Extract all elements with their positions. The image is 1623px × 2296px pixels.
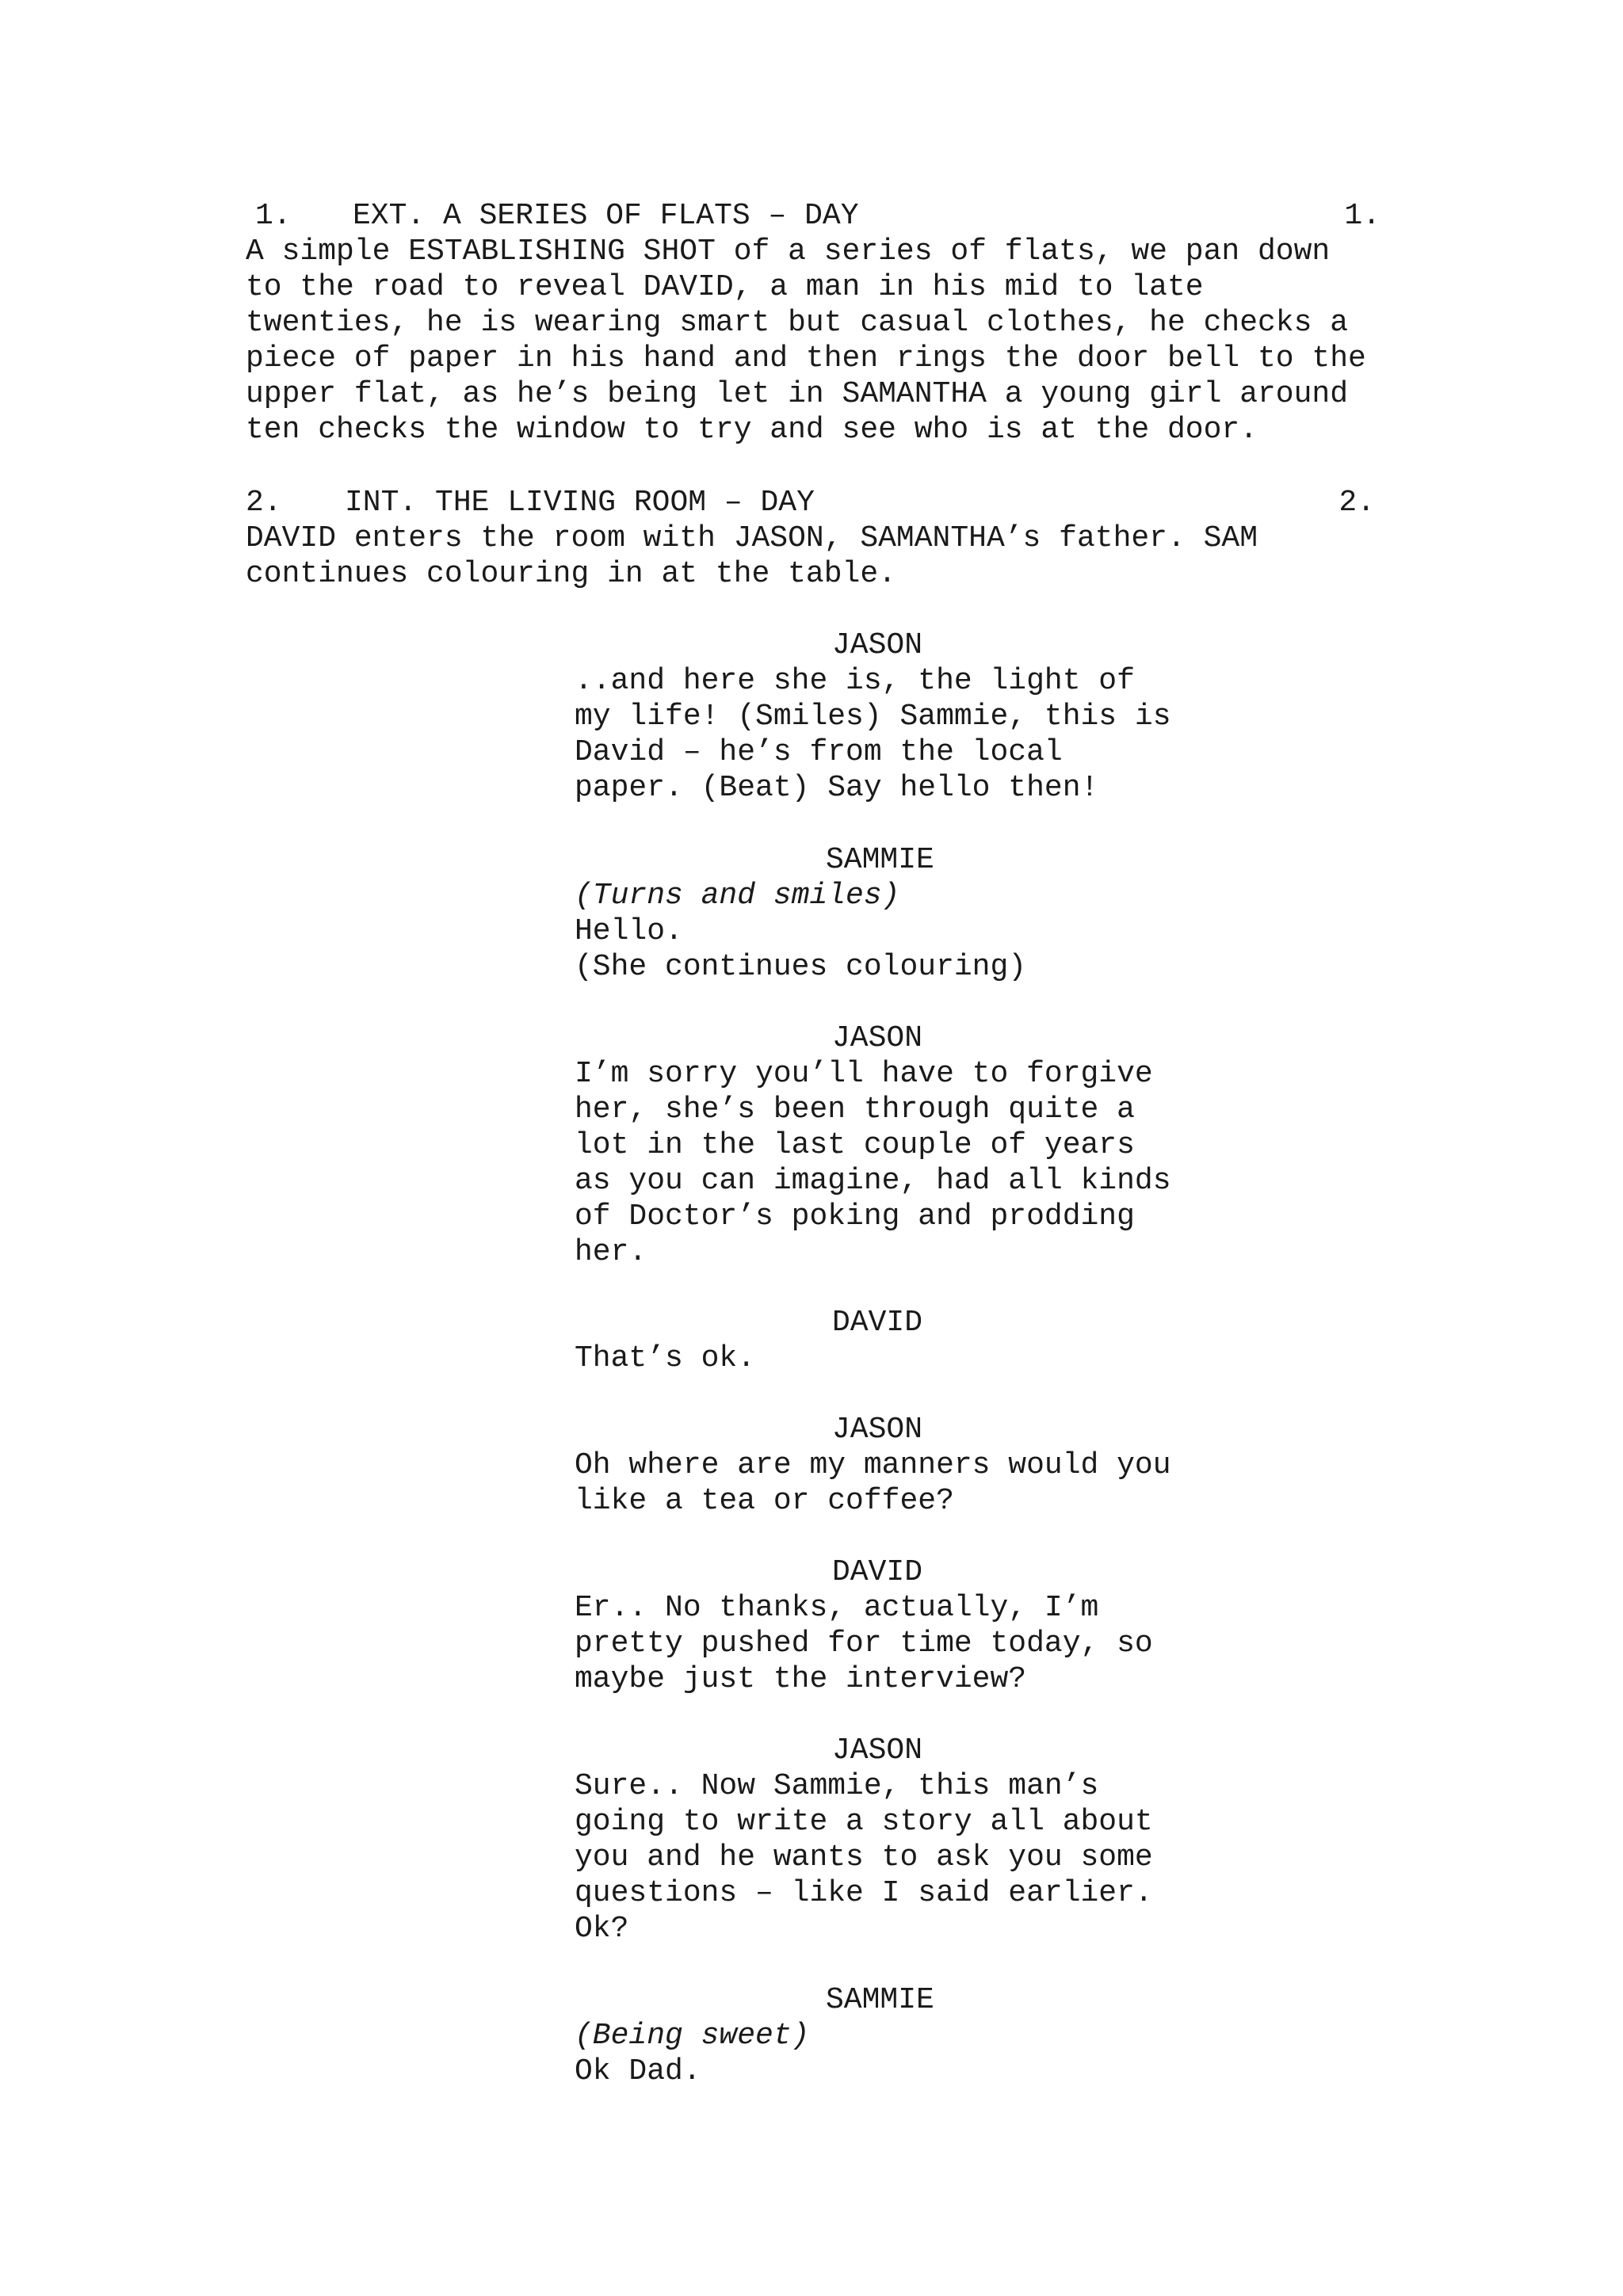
scene-slugline: EXT. A SERIES OF FLATS – DAY	[353, 199, 859, 233]
dialogue-line: (She continues colouring)	[575, 950, 1027, 984]
dialogue-line: Hello.	[575, 914, 683, 948]
dialogue-line: Ok Dad.	[575, 2054, 701, 2088]
action-line: A simple ESTABLISHING SHOT of a series of flats, we pan down	[246, 235, 1331, 269]
dialogue-block	[575, 663, 1209, 806]
scene-action	[246, 234, 1387, 448]
action-line: upper flat, as he’s being let in SAMANTHA a young girl around	[246, 377, 1349, 411]
dialogue-block	[575, 2018, 1209, 2089]
dialogue-line: pretty pushed for time today, so	[575, 1627, 1153, 1661]
scene-number-right: 2.	[1338, 486, 1375, 520]
dialogue-line: you and he wants to ask you some	[575, 1840, 1153, 1875]
dialogue-line: Ok?	[575, 1912, 629, 1946]
dialogue-block	[575, 1590, 1209, 1697]
dialogue-line: her.	[575, 1235, 647, 1269]
dialogue-line: my life! (Smiles) Sammie, this is	[575, 700, 1171, 734]
scene-number-left: 2.	[246, 486, 282, 520]
dialogue-line: That’s ok.	[575, 1341, 756, 1375]
character-cue: JASON	[832, 628, 923, 662]
parenthetical: (Being sweet)	[575, 2019, 810, 2053]
character-cue: DAVID	[832, 1555, 923, 1589]
dialogue-block	[575, 1341, 1209, 1376]
dialogue-block	[575, 1056, 1209, 1270]
scene-heading	[246, 198, 1381, 234]
dialogue-block	[575, 878, 1209, 985]
action-line: to the road to reveal DAVID, a man in his mid to late	[246, 270, 1204, 304]
dialogue-line: ..and here she is, the light of	[575, 664, 1135, 698]
scene-heading	[246, 485, 1375, 521]
character-cue: SAMMIE	[826, 1983, 934, 2017]
dialogue-line: her, she’s been through quite a	[575, 1093, 1135, 1127]
dialogue-line: as you can imagine, had all kinds	[575, 1164, 1171, 1198]
dialogue-line: like a tea or coffee?	[575, 1484, 954, 1518]
dialogue-block	[575, 1447, 1209, 1519]
dialogue-line: Sure.. Now Sammie, this man’s	[575, 1769, 1099, 1803]
dialogue-line: questions – like I said earlier.	[575, 1876, 1153, 1910]
scene-number-right: 1.	[1344, 199, 1381, 233]
dialogue-line: paper. (Beat) Say hello then!	[575, 771, 1099, 805]
dialogue-line: I’m sorry you’ll have to forgive	[575, 1057, 1153, 1091]
scene-action	[246, 521, 1387, 592]
dialogue-line: going to write a story all about	[575, 1805, 1153, 1839]
dialogue-line: maybe just the interview?	[575, 1662, 1027, 1696]
dialogue-block	[575, 1768, 1209, 1947]
action-line: continues colouring in at the table.	[246, 557, 896, 591]
character-cue: JASON	[832, 1733, 923, 1768]
dialogue-line: of Doctor’s poking and prodding	[575, 1199, 1135, 1234]
character-cue: SAMMIE	[826, 843, 934, 877]
character-cue: JASON	[832, 1021, 923, 1055]
scene-number-left: 1.	[255, 199, 292, 233]
character-cue: JASON	[832, 1413, 923, 1447]
action-line: DAVID enters the room with JASON, SAMANTHA’s father. SAM	[246, 521, 1258, 555]
dialogue-line: Er.. No thanks, actually, I’m	[575, 1591, 1099, 1625]
dialogue-line: Oh where are my manners would you	[575, 1448, 1171, 1482]
scene-slugline: INT. THE LIVING ROOM – DAY	[345, 486, 815, 520]
character-cue: DAVID	[832, 1306, 923, 1340]
parenthetical: (Turns and smiles)	[575, 879, 900, 913]
action-line: twenties, he is wearing smart but casual clothes, he checks a	[246, 306, 1349, 340]
action-line: piece of paper in his hand and then rings the door bell to the	[246, 341, 1366, 376]
action-line: ten checks the window to try and see who is at the door.	[246, 413, 1258, 447]
dialogue-line: lot in the last couple of years	[575, 1128, 1135, 1162]
dialogue-line: David – he’s from the local	[575, 735, 1063, 769]
